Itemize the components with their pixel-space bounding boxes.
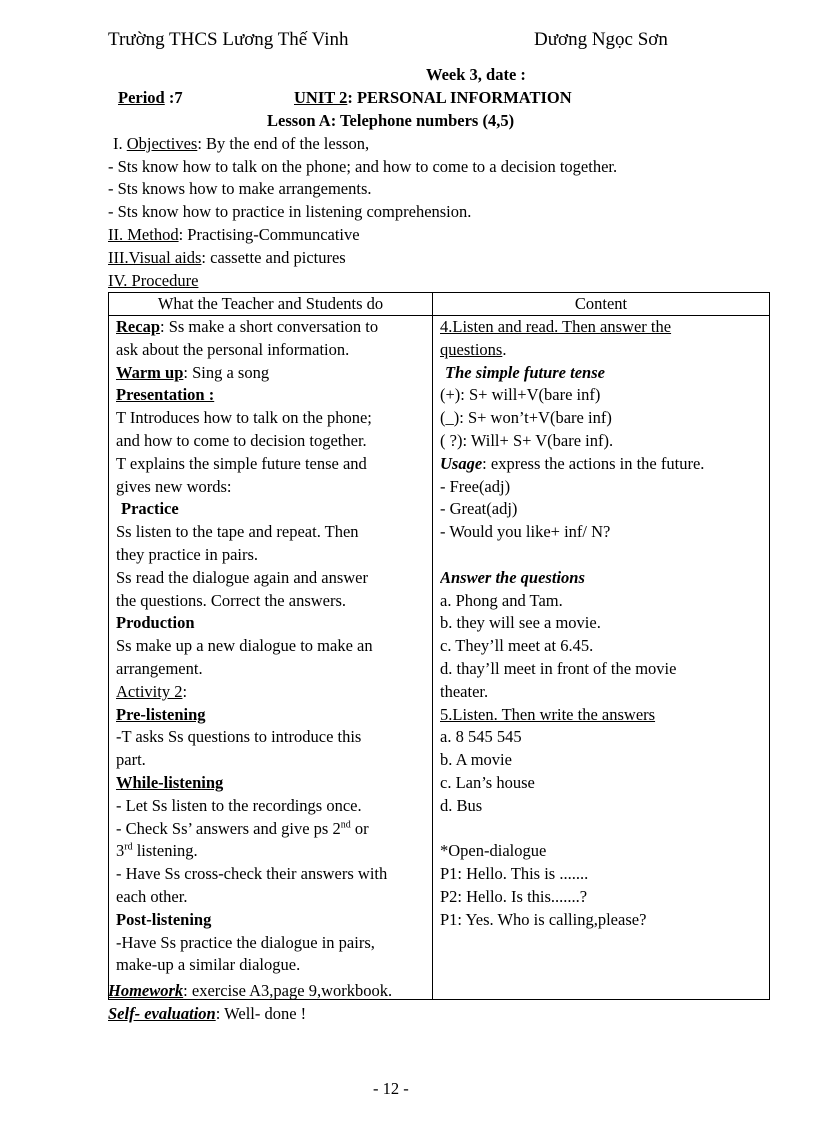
table-row	[109, 316, 770, 1000]
recap-label: Recap	[116, 317, 160, 336]
superscript-rd: rd	[124, 841, 133, 853]
superscript-nd: nd	[340, 819, 351, 831]
visual-aids-label: III.Visual aids	[108, 248, 202, 267]
production-label: Production	[116, 613, 195, 633]
method-line	[108, 224, 360, 247]
tense-title: The simple future tense	[445, 362, 605, 382]
while-line2-text: - Check Ss’ answers and give ps 2	[116, 818, 341, 838]
answer-title: Answer the questions	[440, 567, 585, 587]
task5-answer: a. 8 545 545	[440, 727, 522, 747]
school-name: Trường THCS Lương Thế Vinh	[108, 29, 349, 50]
visual-aids-text: : cassette and pictures	[201, 248, 346, 267]
open-dialogue-line: *Open-dialogue	[440, 841, 547, 861]
table-header-row	[109, 293, 770, 316]
homework-text: : exercise A3,page 9,workbook.	[183, 981, 393, 1000]
lesson-title: Lesson A: Telephone numbers (4,5)	[267, 111, 515, 130]
practice-line: Ss listen to the tape and repeat. Then	[116, 522, 359, 542]
task4-dot: .	[502, 339, 507, 359]
pre-listening-label: Pre-listening	[116, 704, 206, 724]
period-label: Period	[118, 88, 165, 107]
unit-title: : PERSONAL INFORMATION	[347, 88, 572, 107]
post-listening-label: Post-listening	[116, 909, 212, 929]
while-listening-line	[116, 840, 432, 863]
while-listening-line	[116, 818, 432, 841]
page-number: - 12 -	[373, 1079, 409, 1098]
post-listening-line: make-up a similar dialogue.	[116, 955, 301, 975]
pre-listening-line: -T asks Ss questions to introduce this	[116, 727, 362, 747]
presentation-line: T explains the simple future tense and	[116, 453, 367, 473]
usage-text: : express the actions in the future.	[482, 453, 705, 473]
while-listening-line: - Let Ss listen to the recordings once.	[116, 795, 362, 815]
vocab-item: - Would you like+ inf/ N?	[440, 522, 611, 542]
method-text: : Practising-Communcative	[178, 225, 360, 244]
activity-colon: :	[182, 681, 188, 701]
warmup-label: Warm up	[116, 362, 184, 382]
while-line3-text: listening.	[132, 841, 198, 861]
objectives-line	[113, 133, 369, 156]
open-dialogue-line: P1: Hello. This is .......	[440, 864, 589, 884]
answer-item: theater.	[440, 681, 489, 701]
task5-answer: b. A movie	[440, 750, 512, 770]
vocab-item: - Great(adj)	[440, 499, 518, 519]
header-activities: What the Teacher and Students do	[109, 293, 433, 316]
task5-answer: c. Lan’s house	[440, 772, 535, 792]
self-evaluation-label: Self- evaluation	[108, 1004, 216, 1023]
pre-listening-line: part.	[116, 750, 146, 770]
answer-item: b. they will see a movie.	[440, 613, 601, 633]
week-line: Week 3, date :	[426, 65, 526, 84]
visual-aids-line	[108, 247, 346, 270]
presentation-line: T Introduces how to talk on the phone;	[116, 408, 372, 428]
procedure-heading: IV. Procedure	[108, 271, 199, 290]
presentation-line: gives new words:	[116, 476, 232, 496]
answer-item: d. thay’ll meet in front of the movie	[440, 658, 677, 678]
answer-item: a. Phong and Tam.	[440, 590, 563, 610]
activities-cell	[109, 316, 433, 1000]
unit-label: UNIT 2	[294, 88, 348, 107]
procedure-table	[108, 292, 770, 1000]
practice-line: they practice in pairs.	[116, 544, 259, 564]
warmup-text: : Sing a song	[183, 362, 270, 382]
task4-text: 4.Listen and read. Then answer the	[440, 317, 672, 336]
recap-text-2: ask about the personal information.	[116, 339, 350, 359]
unit-line	[294, 87, 572, 110]
open-dialogue-line: P2: Hello. Is this.......?	[440, 886, 588, 906]
presentation-label: Presentation :	[116, 385, 215, 405]
tense-line: ( ?): Will+ S+ V(bare inf).	[440, 430, 614, 450]
task5-answer: d. Bus	[440, 795, 483, 815]
while-listening-line: each other.	[116, 886, 188, 906]
task4-line	[440, 339, 769, 362]
method-label: II. Method	[108, 225, 179, 244]
objectives-text: : By the end of the lesson,	[197, 134, 370, 153]
production-line: arrangement.	[116, 658, 203, 678]
presentation-line: and how to come to decision together.	[116, 430, 367, 450]
author-name: Dương Ngọc Sơn	[534, 29, 668, 50]
task4-line	[440, 316, 769, 339]
tense-line: (_): S+ won’t+V(bare inf)	[440, 408, 612, 428]
production-line: Ss make up a new dialogue to make an	[116, 636, 373, 656]
self-evaluation-text: : Well- done !	[215, 1004, 307, 1023]
tense-line: (+): S+ will+V(bare inf)	[440, 385, 601, 405]
objective-item: - Sts know how to practice in listening comprehension.	[108, 202, 472, 221]
activity-label: Activity 2	[116, 681, 183, 701]
objective-item: - Sts know how to talk on the phone; and how to come to a decision together.	[108, 157, 618, 176]
self-evaluation-line	[108, 1003, 306, 1026]
recap-text: : Ss make a short conversation to	[160, 317, 379, 336]
homework-line	[108, 980, 392, 1003]
objectives-label: Objectives	[126, 134, 198, 153]
answer-item: c. They’ll meet at 6.45.	[440, 636, 594, 656]
open-dialogue-line: P1: Yes. Who is calling,please?	[440, 909, 647, 929]
period-line	[118, 87, 183, 110]
usage-label: Usage	[440, 453, 483, 473]
header-content: Content	[433, 293, 770, 316]
practice-line: Ss read the dialogue again and answer	[116, 567, 368, 587]
objective-item: - Sts knows how to make arrangements.	[108, 179, 372, 198]
while-line2-tail: or	[350, 818, 369, 838]
content-cell	[433, 316, 770, 1000]
while-listening-label: While-listening	[116, 772, 224, 792]
vocab-item: - Free(adj)	[440, 476, 511, 496]
while-listening-line: - Have Ss cross-check their answers with	[116, 864, 388, 884]
post-listening-line: -Have Ss practice the dialogue in pairs,	[116, 932, 375, 952]
practice-line: the questions. Correct the answers.	[116, 590, 347, 610]
objectives-prefix: I.	[113, 134, 127, 153]
while-line3-num: 3	[116, 841, 125, 861]
task4-questions: questions	[440, 339, 503, 359]
period-value: :7	[164, 88, 183, 107]
practice-label: Practice	[121, 499, 179, 519]
homework-label: Homework	[108, 981, 184, 1000]
task5-title: 5.Listen. Then write the answers	[440, 704, 656, 724]
